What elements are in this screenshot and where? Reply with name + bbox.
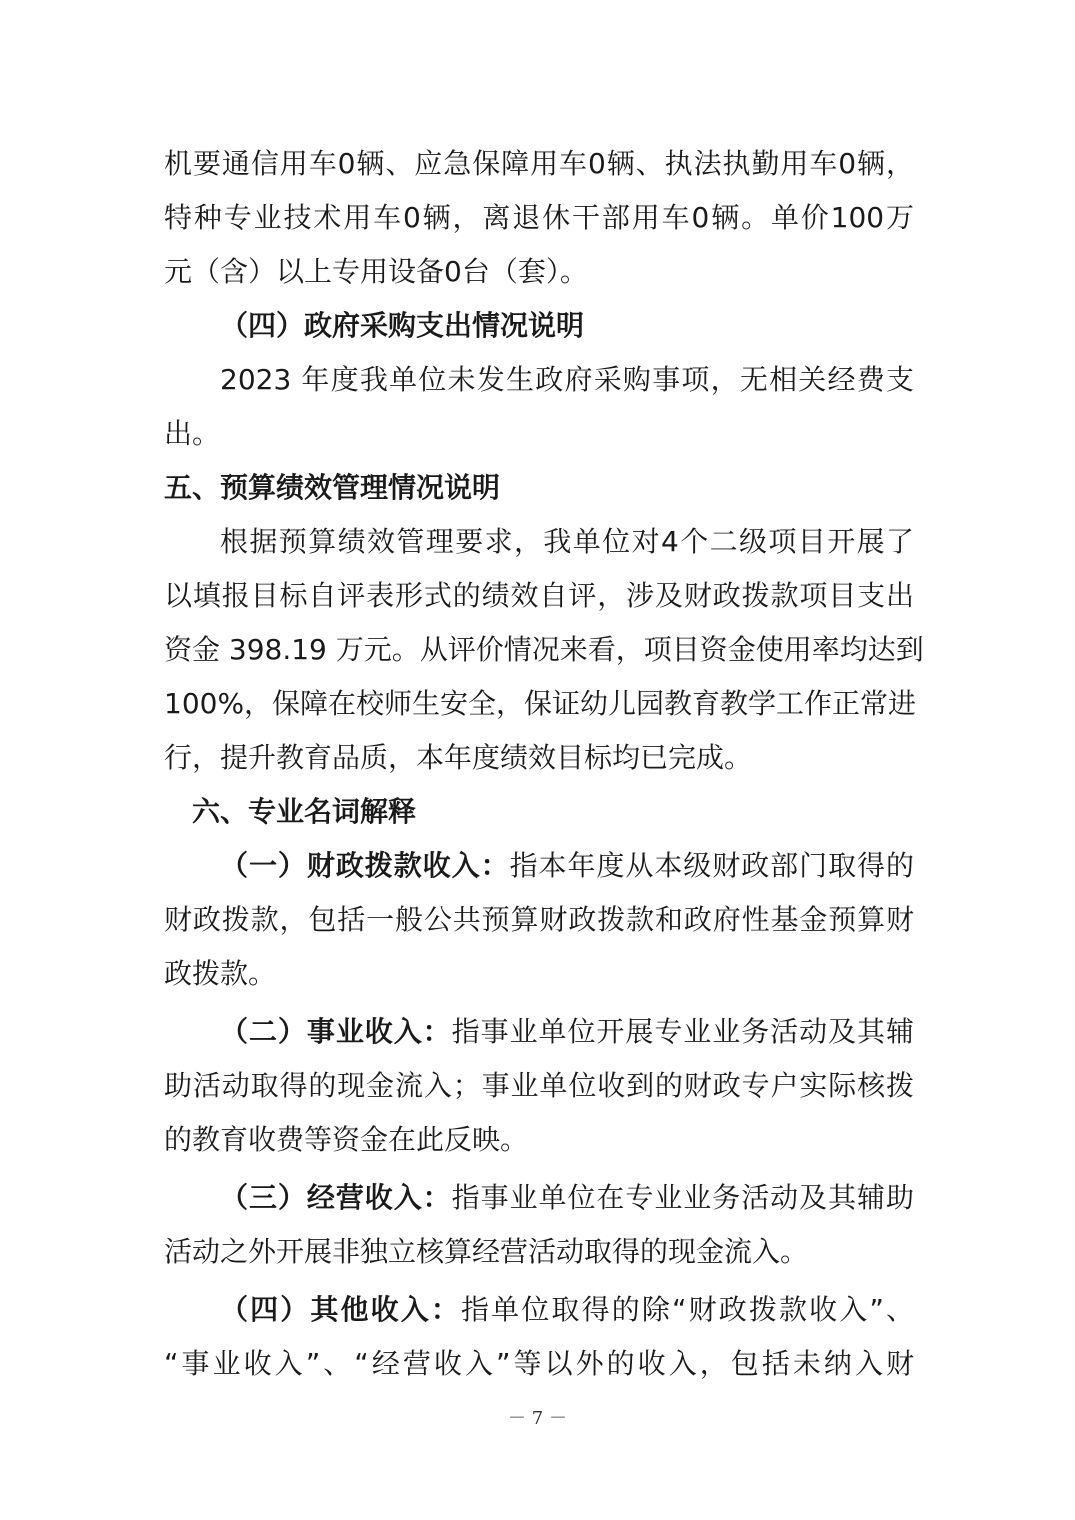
term1-line-3: 政拨款。	[164, 957, 277, 990]
term2-label: （二）事业收入：	[220, 1015, 452, 1048]
term2-line-3: 的教育收费等资金在此反映。	[164, 1123, 529, 1156]
performance-line-4: 100%，保障在校师生安全，保证幼儿园教育教学工作正常进	[164, 687, 917, 720]
vehicles-line-1: 机要通信用车0辆、应急保障用车0辆、执法执勤用车0辆，	[164, 147, 914, 180]
performance-line-2: 以填报目标自评表形式的绩效自评，涉及财政拨款项目支出	[164, 579, 914, 612]
term1-text: 指本年度从本级财政部门取得的	[509, 849, 914, 882]
term4-label: （四）其他收入：	[220, 1293, 462, 1326]
vehicles-line-3: 元（含）以上专用设备0台（套）。	[164, 255, 588, 288]
heading-procurement: （四）政府采购支出情况说明	[220, 309, 585, 342]
procurement-line-2: 出。	[164, 417, 221, 450]
term3-text: 指事业单位在专业业务活动及其辅助	[451, 1181, 914, 1214]
term2-line-2: 助活动取得的现金流入；事业单位收到的财政专户实际核拨	[164, 1069, 914, 1102]
term1-line-2: 财政拨款，包括一般公共预算财政拨款和政府性基金预算财	[164, 903, 914, 936]
performance-line-1: 根据预算绩效管理要求，我单位对4个二级项目开展了	[220, 525, 914, 558]
vehicles-line-2: 特种专业技术用车0辆，离退休干部用车0辆。单价100万	[164, 201, 914, 234]
term2-line-1	[220, 1012, 914, 1052]
performance-line-5: 行，提升教育品质，本年度绩效目标均已完成。	[164, 741, 753, 774]
term2-text: 指事业单位开展专业业务活动及其辅	[451, 1015, 914, 1048]
term1-label: （一）财政拨款收入：	[220, 849, 510, 882]
term4-text: 指单位取得的除“财政拨款收入”、	[461, 1293, 914, 1326]
term3-line-1	[220, 1178, 914, 1218]
procurement-line-1: 2023 年度我单位未发生政府采购事项，无相关经费支	[220, 363, 914, 396]
term4-line-2: “事业收入”、“经营收入”等以外的收入，包括未纳入财	[164, 1347, 914, 1380]
page-number: － 7 －	[508, 1408, 567, 1429]
term1-line-1	[220, 846, 914, 886]
term3-label: （三）经营收入：	[220, 1181, 452, 1214]
term3-line-2: 活动之外开展非独立核算经营活动取得的现金流入。	[164, 1235, 809, 1268]
heading-performance: 五、预算绩效管理情况说明	[164, 471, 501, 504]
heading-terms: 六、专业名词解释	[192, 795, 417, 828]
term4-line-1	[220, 1290, 914, 1330]
performance-line-3: 资金 398.19 万元。从评价情况来看，项目资金使用率均达到	[164, 633, 924, 666]
